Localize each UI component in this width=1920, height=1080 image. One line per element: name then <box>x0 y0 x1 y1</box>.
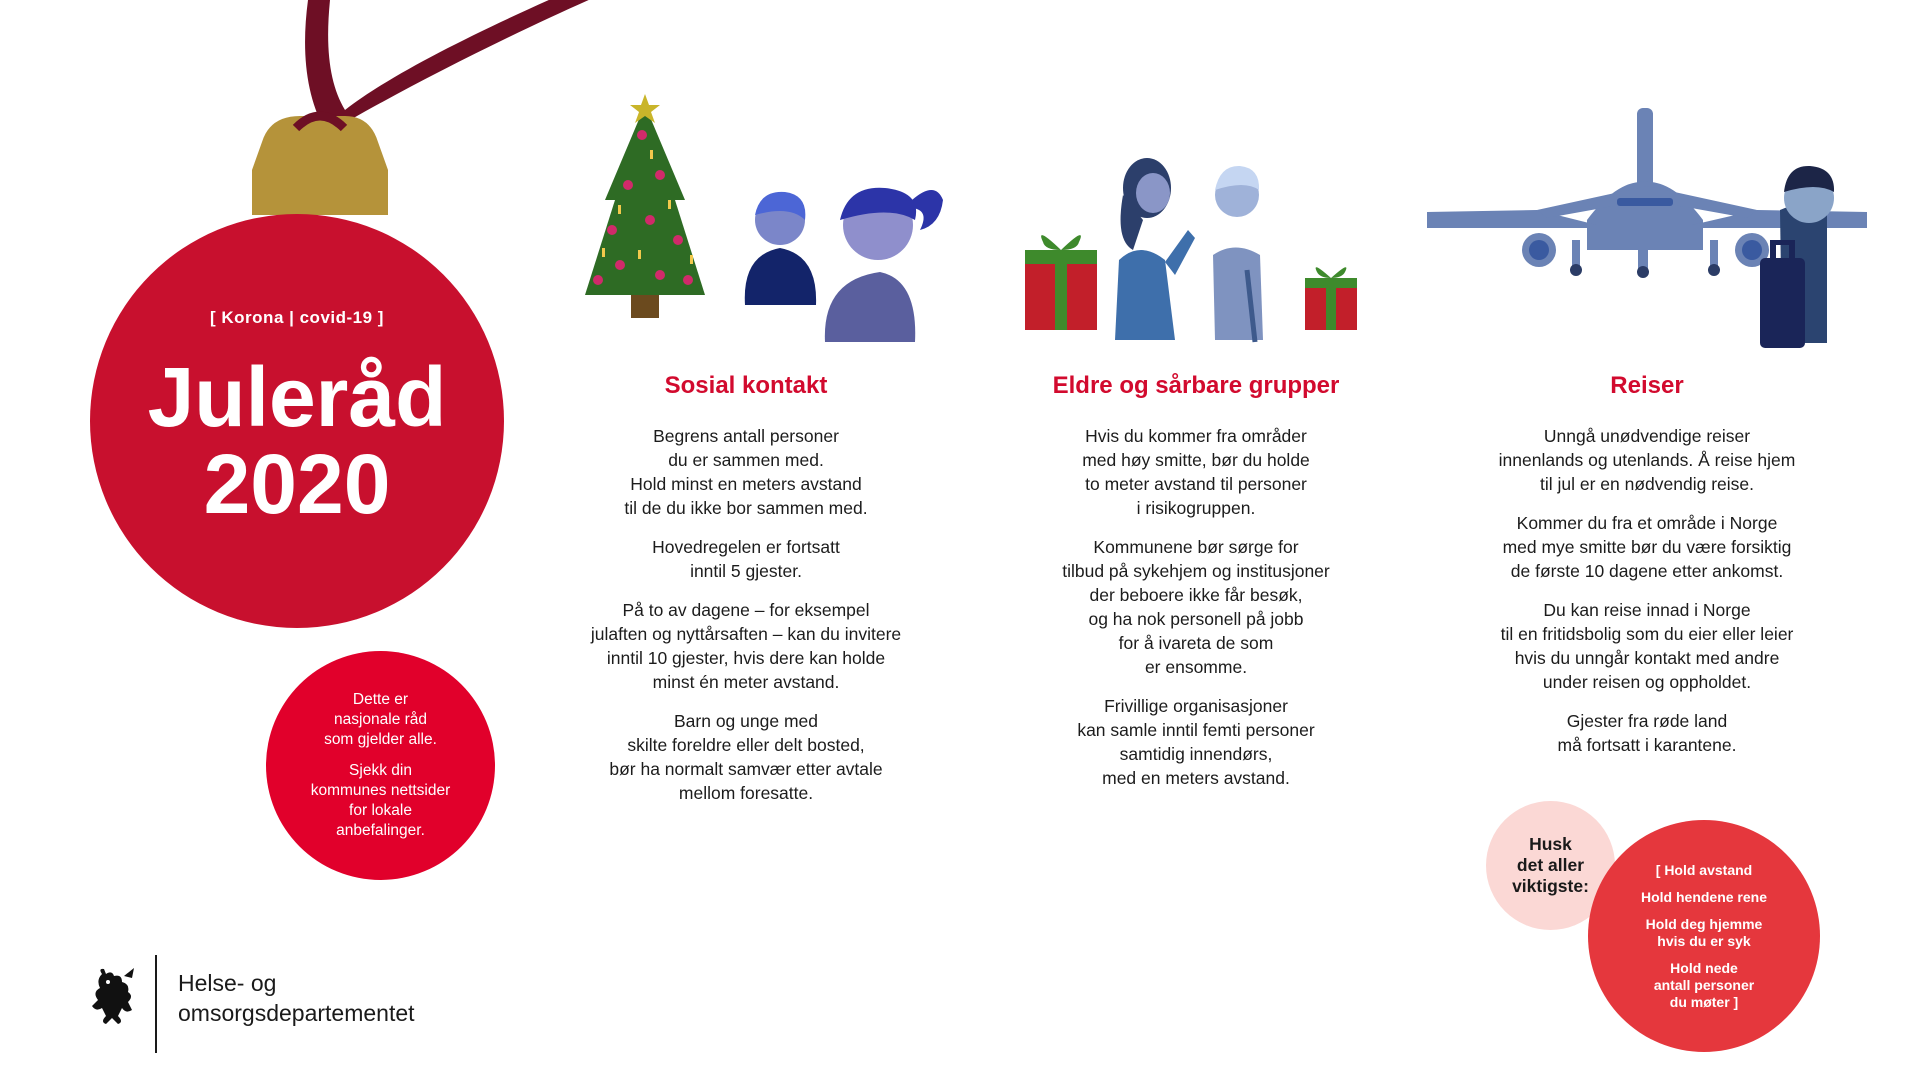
national-advice-bubble <box>266 651 495 880</box>
local-advice-text: Sjekk din kommunes nettsider for lokale anbefalinger. <box>310 762 451 839</box>
travel-heading: Reiser <box>1610 372 1684 399</box>
travel-section <box>1447 372 1847 772</box>
logo-divider <box>155 955 157 1053</box>
rule-clean-hands: Hold hendene rene <box>1640 888 1768 905</box>
rule-stay-home: Hold deg hjemme hvis du er syk <box>1645 915 1763 949</box>
social-contact-heading: Sosial kontakt <box>664 372 828 399</box>
family-icon <box>745 188 943 342</box>
travel-paragraph-3: Du kan reise innad i Norge til en fritidsbolig som du eier eller leier hvis du unngår kontakt med andre under reisen og oppholdet. <box>1500 600 1794 692</box>
elderly-illustration <box>1015 150 1375 350</box>
elderly-paragraph-2: Kommunene bør sørge for tilbud på sykehjem og institusjoner der beboere ikke får besøk, og ha nok personell på jobb for å ivareta de som er ensomme. <box>1062 537 1330 677</box>
elderly-paragraph-3: Frivillige organisasjoner kan samle inntil femti personer samtidig innendørs, med en meters avstand. <box>1077 696 1315 788</box>
department-name: Helse- og omsorgsdepartementet <box>178 970 415 1026</box>
social-paragraph-2: Hovedregelen er fortsatt inntil 5 gjester. <box>652 537 840 581</box>
christmas-tree-icon <box>585 94 705 318</box>
topic-tag: [ Korona | covid-19 ] <box>210 307 384 327</box>
remember-rules-circle <box>1588 820 1820 1052</box>
remember-label: Husk det aller viktigste: <box>1512 834 1589 896</box>
travel-paragraph-2: Kommer du fra et område i Norge med mye smitte bør du være forsiktig de første 10 dagene etter ankomst. <box>1502 513 1792 581</box>
social-paragraph-3: På to av dagene – for eksempel julaften og nyttårsaften – kan du invitere inntil 10 gjester, hvis dere kan holde minst én meter avstand. <box>590 600 902 692</box>
traveler-icon <box>1760 166 1834 348</box>
gift-icon-small <box>1305 267 1357 330</box>
social-paragraph-4: Barn og unge med skilte foreldre eller delt bosted, bør ha normalt samvær etter avtale mellom foresatte. <box>609 711 883 803</box>
gift-icon <box>1025 235 1097 330</box>
travel-paragraph-4: Gjester fra røde land må fortsatt i karantene. <box>1557 711 1737 755</box>
social-paragraph-1: Begrens antall personer du er sammen med. Hold minst en meters avstand til de du ikke bor sammen med. <box>624 426 868 518</box>
elderly-people-icon <box>1115 158 1263 342</box>
national-advice-text: Dette er nasjonale råd som gjelder alle. <box>324 691 437 748</box>
rule-limit-contacts: Hold nede antall personer du møter ] <box>1653 959 1755 1010</box>
social-contact-section <box>546 372 946 820</box>
social-illustration <box>550 80 950 350</box>
elderly-paragraph-1: Hvis du kommer fra områder med høy smitte, bør du holde to meter avstand til personer i risikogruppen. <box>1082 426 1310 518</box>
elderly-vulnerable-section <box>996 372 1396 805</box>
elderly-vulnerable-heading: Eldre og sårbare grupper <box>1052 372 1340 399</box>
travel-paragraph-1: Unngå unødvendige reiser innenlands og utenlands. Å reise hjem til jul er en nødvendig reise. <box>1498 426 1796 494</box>
main-title: Juleråd 2020 <box>147 349 447 531</box>
lion-coat-of-arms-icon <box>88 966 136 1026</box>
rule-keep-distance: [ Hold avstand <box>1655 861 1753 878</box>
ornament-label <box>90 200 504 636</box>
travel-illustration <box>1427 100 1867 350</box>
